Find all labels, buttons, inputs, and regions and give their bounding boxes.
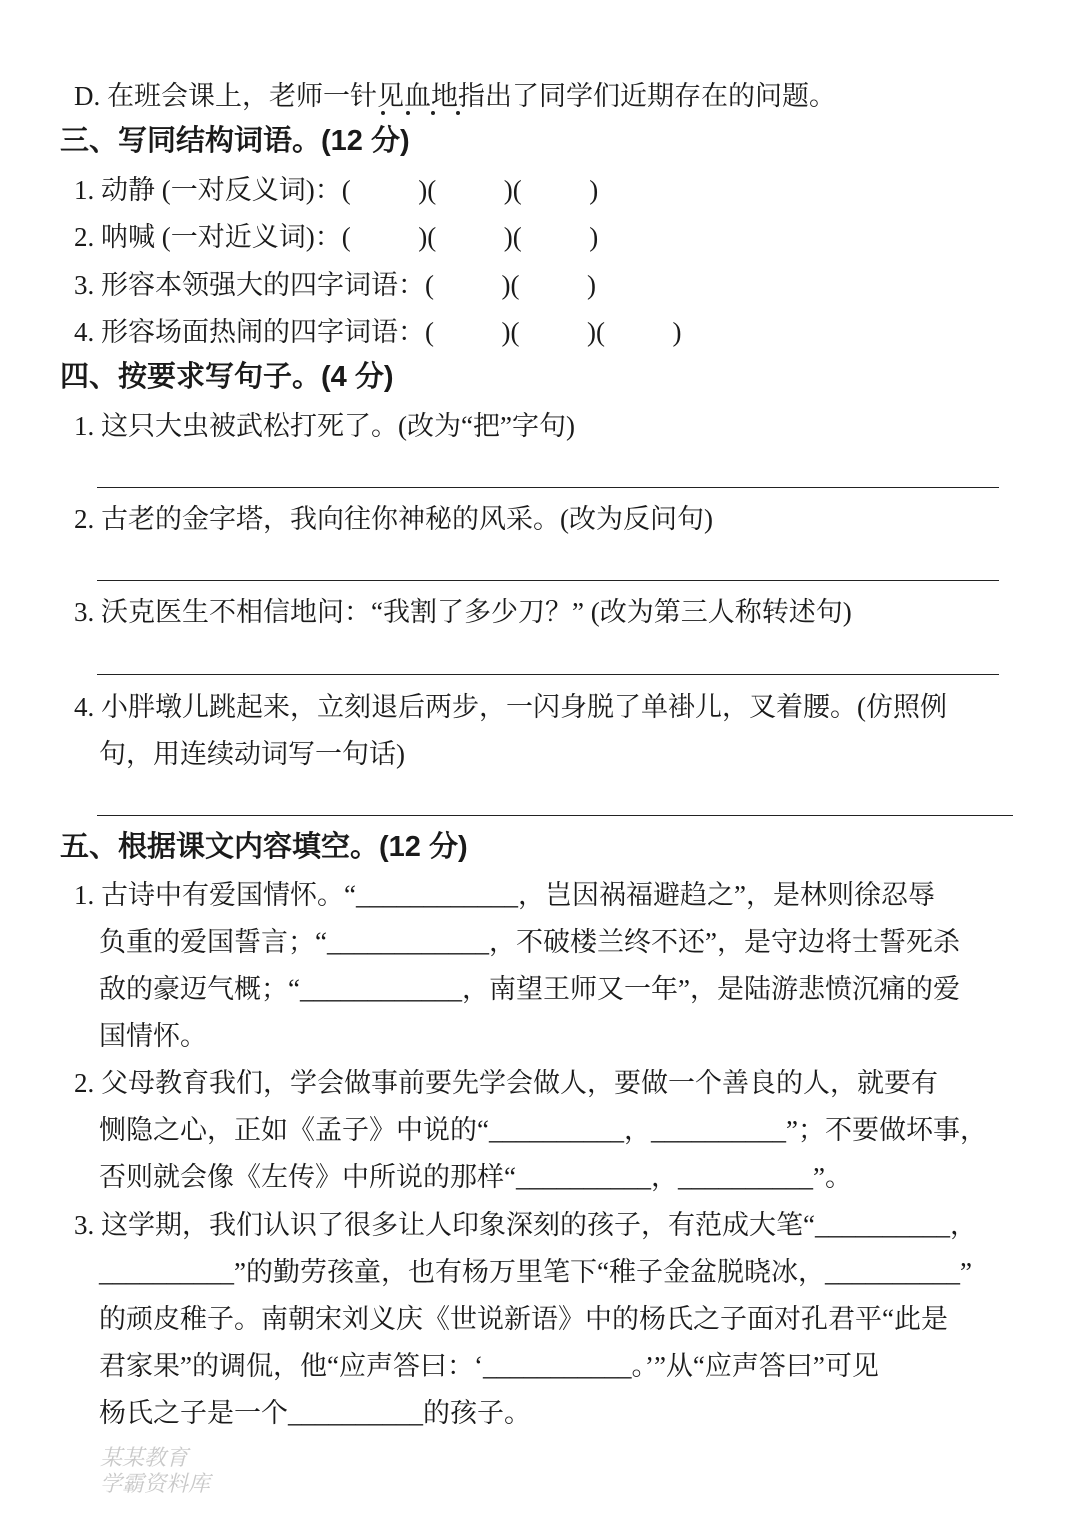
- section-5-line: 国情怀。: [99, 1021, 207, 1051]
- answer-line[interactable]: [97, 487, 999, 488]
- emphasis-dots: [381, 111, 461, 117]
- watermark-line: 某某教育: [100, 1446, 189, 1471]
- section-5-line: 的顽皮稚子。南朝宋刘义庆《世说新语》中的杨氏之子面对孔君平“此是: [99, 1304, 948, 1334]
- answer-line[interactable]: [97, 674, 999, 675]
- section-5-line: 负重的爱国誓言；“____________，不破楼兰终不还”，是守边将士誓死杀: [99, 927, 960, 957]
- option-d: D. 在班会课上，老师一针见血地指出了同学们近期存在的问题。: [74, 81, 836, 111]
- section-5-line: 3. 这学期，我们认识了很多让人印象深刻的孩子，有范成大笔“__________，: [74, 1210, 977, 1240]
- answer-line[interactable]: [97, 815, 1013, 816]
- section-3-item: 4. 形容场面热闹的四字词语：( )( )( ): [74, 317, 682, 347]
- section-3-heading: 三、写同结构词语。(12 分): [60, 125, 410, 157]
- section-5-line: 君家果”的调侃，他“应声答曰：‘___________。’”从“应声答曰”可见: [99, 1351, 879, 1381]
- answer-line[interactable]: [97, 580, 999, 581]
- section-5-line: __________”的勤劳孩童，也有杨万里笔下“稚子金盆脱晓冰，__________”: [99, 1257, 972, 1287]
- section-5-line: 杨氏之子是一个__________的孩子。: [99, 1398, 531, 1428]
- section-5-line: 恻隐之心，正如《孟子》中说的“__________，__________”；不要做坏事，: [99, 1115, 987, 1145]
- section-4-item: 2. 古老的金字塔，我向往你神秘的风采。(改为反问句): [74, 504, 713, 534]
- section-5-line: 敌的豪迈气概；“____________，南望王师又一年”，是陆游悲愤沉痛的爱: [99, 974, 960, 1004]
- section-4-item: 1. 这只大虫被武松打死了。(改为“把”字句): [74, 411, 575, 441]
- section-4-item: 3. 沃克医生不相信地问：“我割了多少刀？” (改为第三人称转述句): [74, 597, 852, 627]
- section-5-line: 1. 古诗中有爱国情怀。“____________，岂因祸福避趋之”，是林则徐忍辱: [74, 880, 935, 910]
- section-3-item: 1. 动静 (一对反义词)：( )( )( ): [74, 175, 599, 205]
- watermark: [100, 1446, 210, 1498]
- section-4-item-cont: 句，用连续动词写一句话): [99, 739, 405, 769]
- section-5-heading: 五、根据课文内容填空。(12 分): [60, 831, 468, 863]
- section-3-item: 2. 呐喊 (一对近义词)：( )( )( ): [74, 222, 599, 252]
- section-3-item: 3. 形容本领强大的四字词语：( )( ): [74, 270, 596, 300]
- section-4-item: 4. 小胖墩儿跳起来，立刻退后两步，一闪身脱了单褂儿，叉着腰。(仿照例: [74, 692, 947, 722]
- section-5-line: 否则就会像《左传》中所说的那样“__________，__________”。: [99, 1162, 852, 1192]
- section-5-line: 2. 父母教育我们，学会做事前要先学会做人，要做一个善良的人，就要有: [74, 1068, 938, 1098]
- watermark-line: 学霸资料库: [100, 1472, 211, 1497]
- section-4-heading: 四、按要求写句子。(4 分): [60, 361, 394, 393]
